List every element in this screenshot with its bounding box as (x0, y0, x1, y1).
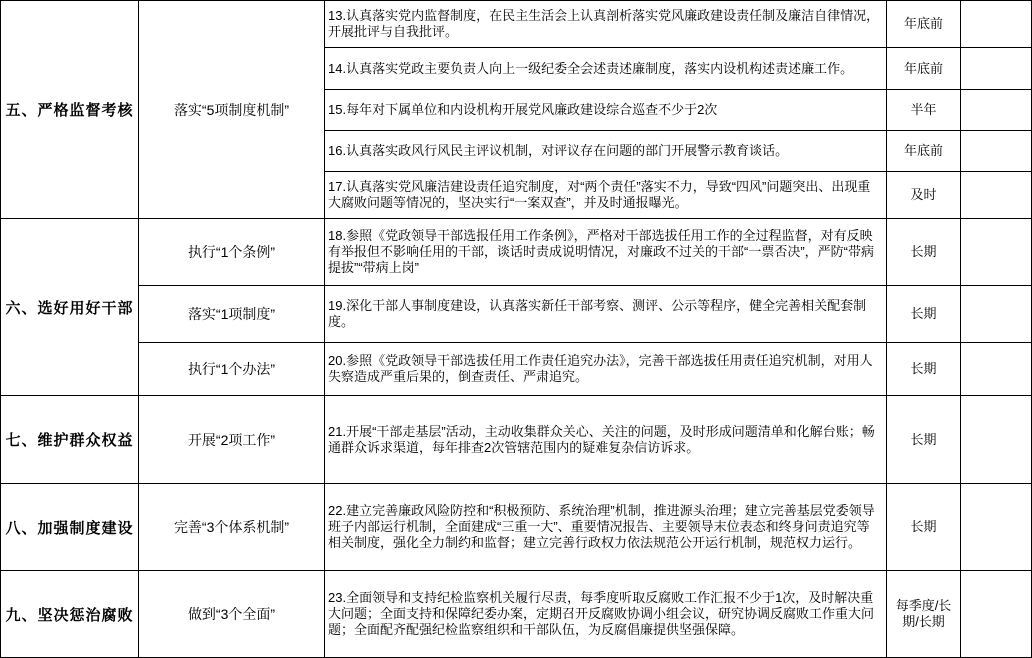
deadline-cell-23: 每季度/长期/长期 (887, 571, 961, 658)
task-cell-20: 20.参照《党政领导干部选拔任用工作责任追究办法》，完善干部选拔任用责任追究机制，对用人失察造成严重后果的，倒查责任、严肃追究。 (325, 343, 887, 396)
empty-cell (961, 396, 1032, 484)
empty-cell (961, 131, 1032, 172)
empty-cell (961, 172, 1032, 219)
empty-cell (961, 1, 1032, 48)
measure-cell-20: 执行“1个办法” (139, 343, 325, 396)
empty-cell (961, 48, 1032, 90)
task-cell-16: 16.认真落实政风行风民主评议机制，对评议存在问题的部门开展警示教育谈话。 (325, 131, 887, 172)
deadline-cell-22: 长期 (887, 484, 961, 571)
empty-cell (961, 286, 1032, 343)
task-cell-14: 14.认真落实党政主要负责人向上一级纪委全会述责述廉制度，落实内设机构述责述廉工作。 (325, 48, 887, 90)
measure-cell-21: 开展“2项工作” (139, 396, 325, 484)
category-cell-8: 八、加强制度建设 (1, 484, 139, 571)
empty-cell (961, 343, 1032, 396)
deadline-cell-17: 及时 (887, 172, 961, 219)
measure-cell-5: 落实“5项制度机制” (139, 1, 325, 219)
deadline-cell-20: 长期 (887, 343, 961, 396)
empty-cell (961, 571, 1032, 658)
task-cell-18: 18.参照《党政领导干部选报任用工作条例》，严格对干部选拔任用工作的全过程监督，对有反映有举报但不影响任用的干部，谈话时责成说明情况，对廉政不过关的干部“一票否决”，严防“带病提拔”“带病上岗” (325, 219, 887, 286)
task-cell-21: 21.开展“干部走基层”活动，主动收集群众关心、关注的问题，及时形成问题清单和化解台账；畅通群众诉求渠道，每年排查2次管辖范围内的疑难复杂信访诉求。 (325, 396, 887, 484)
task-cell-22: 22.建立完善廉政风险防控和“积极预防、系统治理”机制，推进源头治理；建立完善基层党委领导班子内部运行机制，全面建成“三重一大”、重要情况报告、主要领导末位表态和终身问责追究等相关制度，强化全力制约和监督；建立完善行政权力依法规范公开运行机制，规范权力运行。 (325, 484, 887, 571)
deadline-cell-16: 年底前 (887, 131, 961, 172)
empty-cell (961, 484, 1032, 571)
measure-cell-19: 落实“1项制度” (139, 286, 325, 343)
deadline-cell-15: 半年 (887, 90, 961, 131)
task-cell-15: 15.每年对下属单位和内设机构开展党风廉政建设综合巡查不少于2次 (325, 90, 887, 131)
category-cell-5: 五、严格监督考核 (1, 1, 139, 219)
task-cell-13: 13.认真落实党内监督制度，在民主生活会上认真剖析落实党风廉政建设责任制及廉洁自律情况，开展批评与自我批评。 (325, 1, 887, 48)
measure-cell-23: 做到“3个全面” (139, 571, 325, 658)
measure-cell-18: 执行“1个条例” (139, 219, 325, 286)
category-cell-7: 七、维护群众权益 (1, 396, 139, 484)
task-cell-19: 19.深化干部人事制度建设，认真落实新任干部考察、测评、公示等程序，健全完善相关配套制度。 (325, 286, 887, 343)
measure-cell-22: 完善“3个体系机制” (139, 484, 325, 571)
task-cell-23: 23.全面领导和支持纪检监察机关履行尽责，每季度听取反腐败工作汇报不少于1次，及时解决重大问题；全面支持和保障纪委办案，定期召开反腐败协调小组会议，研究协调反腐败工作重大问题；全面配齐配强纪检监察组织和干部队伍，为反腐倡廉提供坚强保障。 (325, 571, 887, 658)
deadline-cell-14: 年底前 (887, 48, 961, 90)
category-cell-6: 六、选好用好干部 (1, 219, 139, 396)
category-cell-9: 九、坚决惩治腐败 (1, 571, 139, 658)
empty-cell (961, 219, 1032, 286)
empty-cell (961, 90, 1032, 131)
deadline-cell-18: 长期 (887, 219, 961, 286)
deadline-cell-19: 长期 (887, 286, 961, 343)
deadline-cell-13: 年底前 (887, 1, 961, 48)
task-cell-17: 17.认真落实党风廉洁建设责任追究制度，对“两个责任”落实不力，导致“四风”问题突出、出现重大腐败问题等情况的，坚决实行“一案双查”，并及时通报曝光。 (325, 172, 887, 219)
deadline-cell-21: 长期 (887, 396, 961, 484)
